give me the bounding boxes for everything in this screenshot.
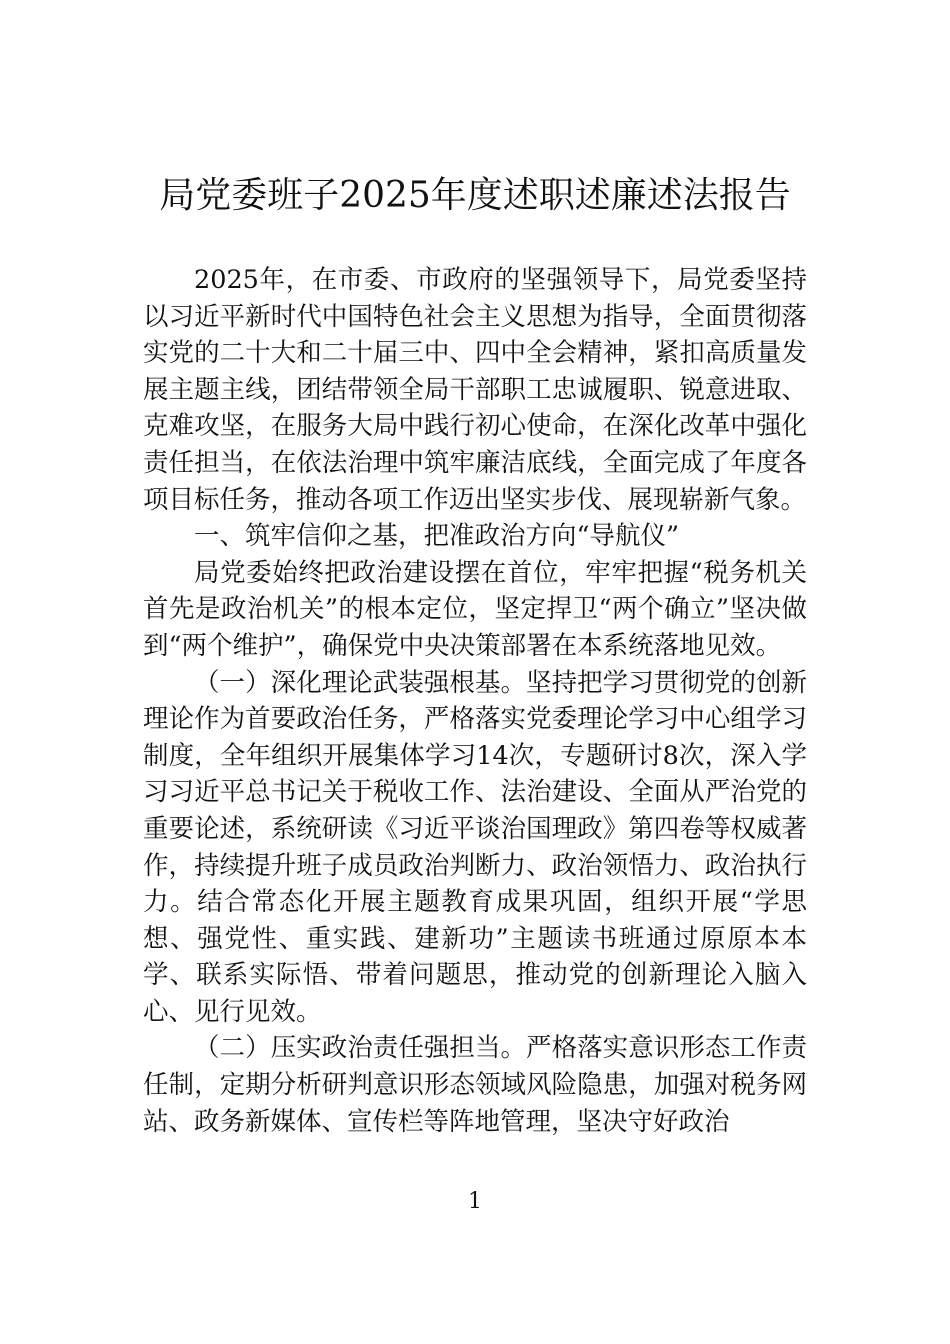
document-body [143, 262, 807, 1140]
intro-paragraph: 2025年，在市委、市政府的坚强领导下，局党委坚持以习近平新时代中国特色社会主义思想为指导，全面贯彻落实党的二十大和二十届三中、四中全会精神，紧扣高质量发展主题主线，团结带领全局干部职工忠诚履职、锐意进取、克难攻坚，在服务大局中践行初心使命，在深化改革中强化责任担当，在依法治理中筑牢廉洁底线，全面完成了年度各项目标任务，推动各项工作迈出坚实步伐、展现崭新气象。 [143, 265, 807, 515]
subsection-1-paragraph: （一）深化理论武装强根基。坚持把学习贯彻党的创新理论作为首要政治任务，严格落实党委理论学习中心组学习制度，全年组织开展集体学习14次，专题研讨8次，深入学习习近平总书记关于税收工作、法治建设、全面从严治党的重要论述，系统研读《习近平谈治国理政》第四卷等权威著作，持续提升班子成员政治判断力、政治领悟力、政治执行力。结合常态化开展主题教育成果巩固，组织开展“学思想、强党性、重实践、建新功”主题读书班通过原原本本学、联系实际悟、带着问题思，推动党的创新理论入脑入心、见行见效。 [143, 667, 807, 1027]
section-heading-1: 一、筑牢信仰之基，把准政治方向“导航仪” [194, 521, 680, 552]
subsection-2-paragraph: （二）压实政治责任强担当。严格落实意识形态工作责任制，定期分析研判意识形态领域风险隐患，加强对税务网站、政务新媒体、宣传栏等阵地管理，坚决守好政治 [143, 1033, 807, 1137]
document-title: 局党委班子2025年度述职述廉述法报告 [159, 175, 791, 216]
page-number: 1 [468, 1189, 482, 1214]
section-1-paragraph: 局党委始终把政治建设摆在首位，牢牢把握“税务机关首先是政治机关”的根本定位，坚定捍卫“两个确立”坚决做到“两个维护”，确保党中央决策部署在本系统落地见效。 [143, 557, 807, 661]
